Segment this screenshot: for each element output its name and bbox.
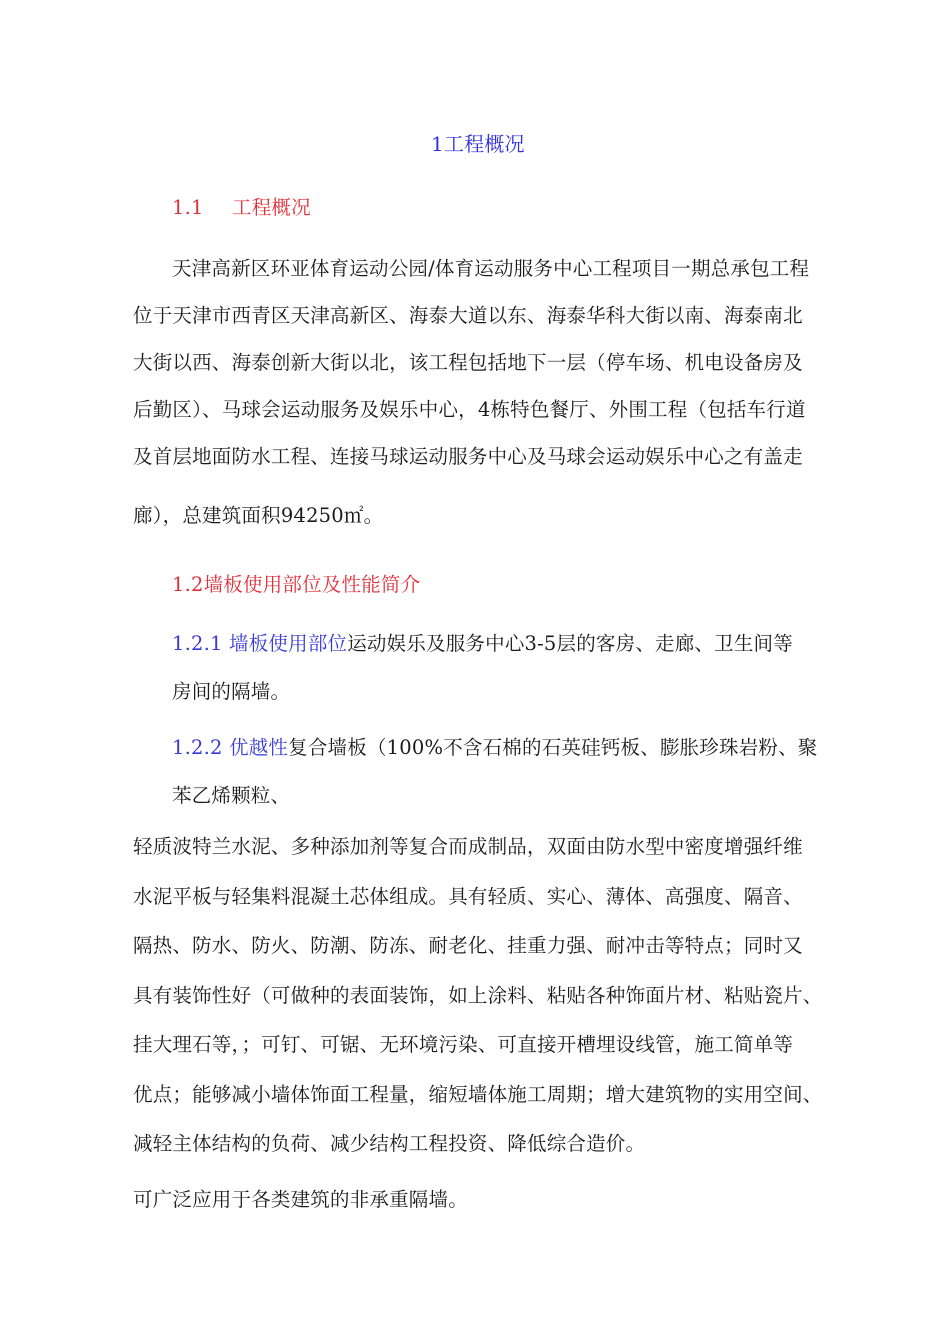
subsection-number: 1.2.2: [172, 736, 223, 759]
paragraph-line: 大街以西、海泰创新大街以北，该工程包括地下一层（停车场、机电设备房及: [133, 351, 803, 374]
paragraph-line: 减轻主体结构的负荷、减少结构工程投资、降低综合造价。: [133, 1132, 646, 1155]
paragraph-line: 具有装饰性好（可做种的表面装饰，如上涂料、粘贴各种饰面片材、粘贴瓷片、: [133, 984, 823, 1007]
subsection-text: 运动娱乐及服务中心3-5层的客房、走廊、卫生间等: [347, 632, 793, 655]
paragraph-line: 天津高新区环亚体育运动公园/体育运动服务中心工程项目一期总承包工程: [172, 257, 810, 280]
paragraph-line: 可广泛应用于各类建筑的非承重隔墙。: [133, 1188, 468, 1211]
subsection-label: 墙板使用部位: [229, 632, 348, 655]
paragraph-line: 及首层地面防水工程、连接马球运动服务中心及马球会运动娱乐中心之有盖走: [133, 445, 803, 468]
page-title: 1工程概况: [431, 132, 525, 156]
subsection-1-2-1: [172, 631, 793, 657]
subsection-label: 优越性: [229, 736, 289, 759]
paragraph-line: 水泥平板与轻集料混凝土芯体组成。具有轻质、实心、薄体、高强度、隔音、: [133, 885, 803, 908]
subsection-number: 1.2.1: [172, 632, 223, 655]
paragraph-line: 挂大理石等，；可钉、可锯、无环境污染、可直接开槽埋设线管，施工简单等: [133, 1033, 794, 1056]
paragraph-line: 轻质波特兰水泥、多种添加剂等复合而成制品，双面由防水型中密度增强纤维: [133, 835, 803, 858]
section-1-2-heading: 1.2墙板使用部位及性能简介: [172, 573, 421, 596]
paragraph-line: 苯乙烯颗粒、: [172, 784, 291, 807]
paragraph-line: 隔热、防水、防火、防潮、防冻、耐老化、挂重力强、耐冲击等特点；同时又: [133, 934, 803, 957]
paragraph-line: 后勤区）、马球会运动服务及娱乐中心，4栋特色餐厅、外围工程（包括车行道: [133, 398, 806, 421]
paragraph-line: 房间的隔墙。: [172, 680, 291, 703]
paragraph-line: 位于天津市西青区天津高新区、海泰大道以东、海泰华科大街以南、海泰南北: [133, 304, 803, 327]
paragraph-line: 廊），总建筑面积94250㎡。: [133, 504, 384, 527]
subsection-text: 复合墙板（100%不含石棉的石英硅钙板、膨胀珍珠岩粉、聚: [288, 736, 818, 759]
section-1-1-heading: 工程概况: [232, 196, 311, 219]
subsection-1-2-2: [172, 735, 818, 761]
section-1-1-number: 1.1: [172, 196, 204, 219]
paragraph-line: 优点；能够减小墙体饰面工程量，缩短墙体施工周期；增大建筑物的实用空间、: [133, 1083, 823, 1106]
